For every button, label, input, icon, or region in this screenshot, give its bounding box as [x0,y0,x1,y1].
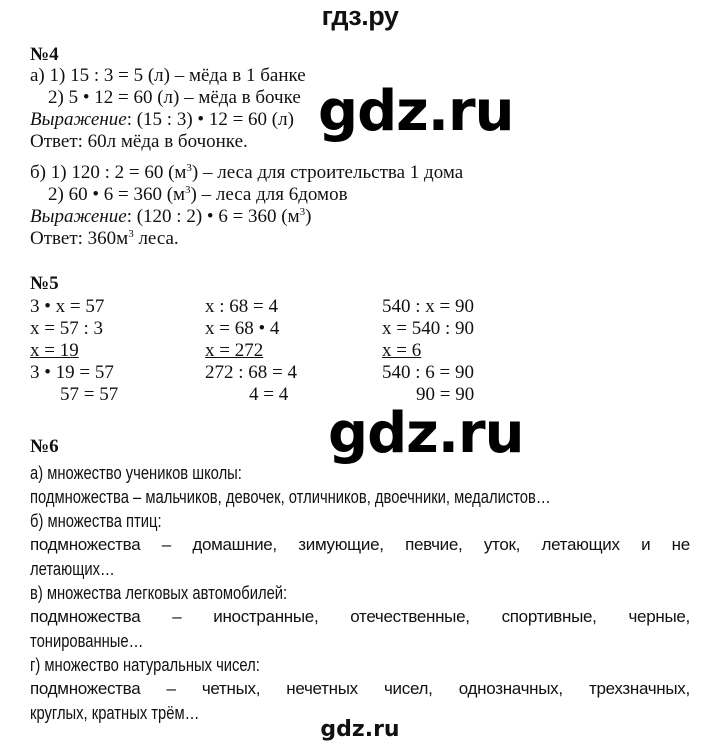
superscript: 3 [185,184,191,196]
solution-step: x = 68 • 4 [205,318,280,339]
subset-line-justified: подмножества – иностранные, отечественные, спортивные, черные, [30,607,690,626]
equation: 540 : x = 90 [382,296,474,317]
check-result: 57 = 57 [60,384,119,405]
solution-step: x = 540 : 90 [382,318,474,339]
task4b-step2 [48,184,348,206]
equation: 3 • x = 57 [30,296,105,317]
subset-line [30,678,690,700]
solution-result: x = 6 [382,340,422,361]
check-result: 90 = 90 [416,384,475,405]
task4b-step1 [30,162,463,184]
subset-line: подмножества – мальчиков, девочек, отличников, двоечники, медалистов… [30,487,551,507]
superscript: 3 [186,162,192,174]
text: Ответ: 360м [30,228,129,249]
set-title: б) множества птиц: [30,511,162,531]
text: б) 1) 120 : 2 = 60 (м [30,162,187,183]
task-heading: №4 [30,44,59,65]
subset-line: тонированные… [30,631,144,651]
check-result: 4 = 4 [249,384,289,405]
watermark-logo: gdz.ru [328,401,524,466]
expression-label: Выражение [30,206,127,227]
check: 272 : 68 = 4 [205,362,297,383]
task-heading: №5 [30,273,59,294]
site-title: гдз.ру [321,1,399,31]
subset-line [30,534,690,556]
superscript: 3 [299,206,306,218]
subset-line [30,606,690,628]
subset-line-justified: подмножества – четных, нечетных чисел, однозначных, трехзначных, [30,679,690,698]
text: ) – леса для 6домов [190,184,348,205]
text: 2) 60 • 6 = 360 (м [48,184,186,205]
subset-line: круглых, кратных трём… [30,703,200,723]
set-title: в) множества легковых автомобилей: [30,583,288,603]
task4a-expression [30,109,294,131]
check: 540 : 6 = 90 [382,362,474,383]
equation-column-2 [205,296,297,406]
text: ) [305,206,312,227]
text: : (120 : 2) • 6 = 360 (м [126,206,300,227]
equation-column-1 [30,296,118,406]
set-title: г) множество натуральных чисел: [30,655,260,675]
equation-column-3 [382,296,474,406]
watermark-logo: gdz.ru [318,79,514,144]
task4b-expression [30,206,311,228]
check: 3 • 19 = 57 [30,362,114,383]
site-footer-label: gdz.ru [320,717,400,742]
task4b-answer [30,228,179,250]
superscript: 3 [128,228,134,240]
task4a-answer: Ответ: 60л мёда в бочонке. [30,131,248,152]
expression-label: Выражение [30,109,127,130]
task4a-step2: 2) 5 • 12 = 60 (л) – мёда в бочке [48,87,301,108]
solution-result: x = 272 [205,340,264,361]
task-heading: №6 [30,436,59,457]
solution-step: x = 57 : 3 [30,318,103,339]
subset-line: летающих… [30,559,115,579]
text: леса. [133,228,179,249]
text: ) – леса для строительства 1 дома [191,162,464,183]
expression-value: : (15 : 3) • 12 = 60 (л) [126,109,294,130]
task4a-step1: а) 1) 15 : 3 = 5 (л) – мёда в 1 банке [30,65,306,86]
solution-result: x = 19 [30,340,79,361]
equation: x : 68 = 4 [205,296,278,317]
subset-line-justified: подмножества – домашние, зимующие, певчие, уток, летающих и не [30,535,690,554]
set-title: а) множество учеников школы: [30,463,242,483]
